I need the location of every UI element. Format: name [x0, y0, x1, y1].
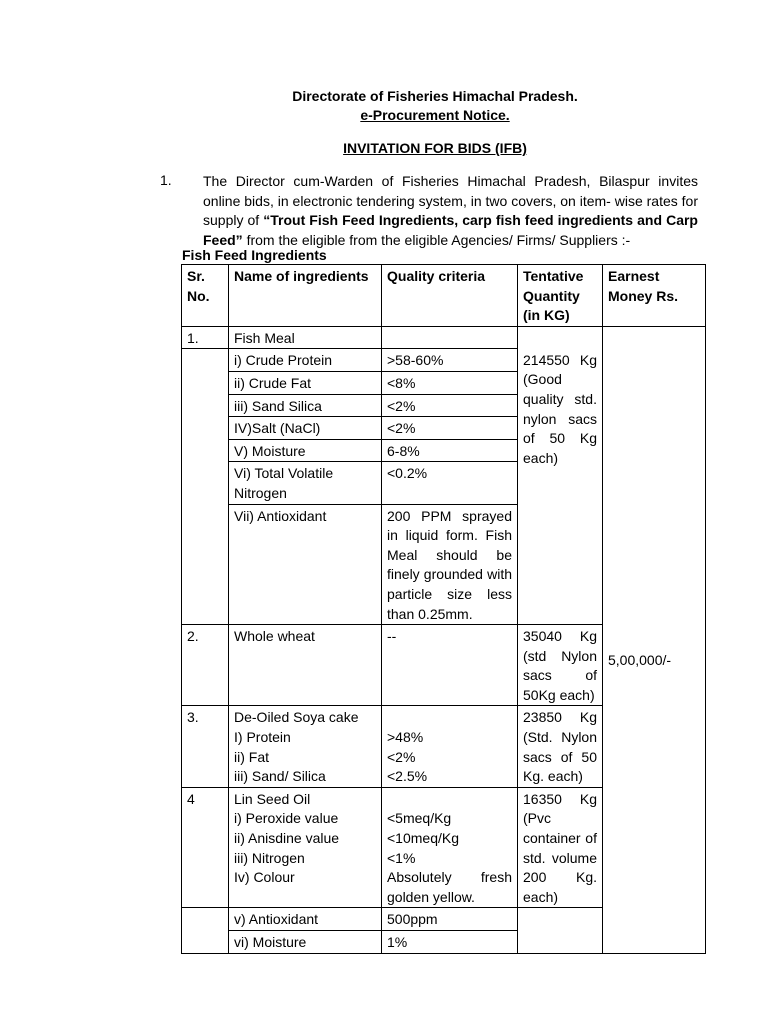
item1-criterion: >58-60% [382, 349, 518, 372]
item4-qty: 16350 Kg (Pvc container of std. volume 200 Kg. each) [518, 787, 603, 908]
item4-criterion: <1% [387, 849, 416, 866]
item3-param: iii) Sand/ Silica [234, 768, 326, 785]
item1-param: iii) Sand Silica [229, 394, 382, 417]
header-quality: Quality criteria [382, 265, 518, 327]
item1-criterion: 200 PPM sprayed in liquid form. Fish Meal should be finely grounded with particle size less than 0.25mm. [382, 504, 518, 625]
table-header-row [182, 265, 706, 327]
item4-sr: 4 [182, 787, 229, 908]
item1-qty: 214550 Kg (Good quality std. nylon sacs of 50 Kg each) [518, 349, 603, 625]
item4-param: Iv) Colour [234, 869, 295, 886]
item2-sr: 2. [182, 625, 229, 706]
intro-text-a: The Director cum-Warden of Fisheries Himachal Pradesh, Bilaspur invites online bids, in electronic tendering system, in two covers, on item- wise rates for supply of [203, 173, 698, 228]
item4-param: vi) Moisture [229, 931, 382, 954]
notice-title: e-Procurement Notice. [360, 107, 510, 123]
item1-criterion: <0.2% [382, 462, 518, 504]
ifb-title: INVITATION FOR BIDS (IFB) [343, 140, 527, 156]
item3-param: I) Protein [234, 729, 291, 746]
item1-qty-top [518, 326, 603, 349]
header-qty: Tentative Quantity (in KG) [518, 265, 603, 327]
item2-criterion: -- [382, 625, 518, 706]
item4-sr-cont [182, 908, 229, 953]
item4-name [229, 787, 382, 908]
intro-text-b: from the eligible from the eligible Agencies/ Firms/ Suppliers :- [242, 231, 631, 248]
emd-value: 5,00,000/- [608, 651, 672, 668]
section-title: Fish Feed Ingredients [182, 247, 327, 263]
item3-criteria [382, 706, 518, 787]
emd-cell [603, 326, 706, 953]
item1-param: V) Moisture [229, 439, 382, 462]
item1-criterion: <8% [382, 371, 518, 394]
item4-param: v) Antioxidant [229, 908, 382, 931]
item3-param: ii) Fat [234, 748, 269, 765]
item1-criterion: <2% [382, 417, 518, 440]
item4-criterion: 500ppm [382, 908, 518, 931]
item4-criterion: 1% [382, 931, 518, 954]
item3-sr: 3. [182, 706, 229, 787]
table-row [182, 326, 706, 349]
item1-param: i) Crude Protein [229, 349, 382, 372]
item2-qty: 35040 Kg (std Nylon sacs of 50Kg each) [518, 625, 603, 706]
header-name: Name of ingredients [229, 265, 382, 327]
item4-param: ii) Anisdine value [234, 830, 340, 847]
item4-criterion: <10meq/Kg [387, 830, 459, 847]
item3-criterion: <2% [387, 748, 416, 765]
item1-criteria-blank [382, 326, 518, 349]
item4-criterion: Absolutely fresh golden yellow. [387, 869, 512, 905]
item1-criterion: <2% [382, 394, 518, 417]
item3-criterion: >48% [387, 729, 424, 746]
item3-name-text: De-Oiled Soya cake [234, 709, 359, 726]
item1-criterion: 6-8% [382, 439, 518, 462]
intro-paragraph [203, 172, 698, 250]
item2-name: Whole wheat [229, 625, 382, 706]
item1-sr: 1. [182, 326, 229, 349]
header-sr: Sr. No. [182, 265, 229, 327]
item1-param: IV)Salt (NaCl) [229, 417, 382, 440]
item3-qty: 23850 Kg (Std. Nylon sacs of 50 Kg. each) [518, 706, 603, 787]
item1-sr-cont [182, 349, 229, 625]
item3-name [229, 706, 382, 787]
item4-param: i) Peroxide value [234, 810, 339, 827]
paragraph-number: 1. [160, 172, 172, 188]
item4-criteria [382, 787, 518, 908]
item4-qty-cont [518, 908, 603, 953]
intro-text-bold: “Trout Fish Feed Ingredients, carp fish feed ingredients and Carp Feed” [203, 212, 698, 248]
item1-param: Vi) Total Volatile Nitrogen [229, 462, 382, 504]
header-emd: Earnest Money Rs. [603, 265, 706, 327]
ingredients-table [181, 264, 706, 954]
item1-param: Vii) Antioxidant [229, 504, 382, 625]
item1-name: Fish Meal [229, 326, 382, 349]
item4-criterion: <5meq/Kg [387, 810, 452, 827]
org-title: Directorate of Fisheries Himachal Pradesh. [292, 88, 578, 104]
item4-param: iii) Nitrogen [234, 849, 305, 866]
item3-criterion: <2.5% [387, 768, 428, 785]
item4-name-text: Lin Seed Oil [234, 790, 311, 807]
item1-param: ii) Crude Fat [229, 371, 382, 394]
